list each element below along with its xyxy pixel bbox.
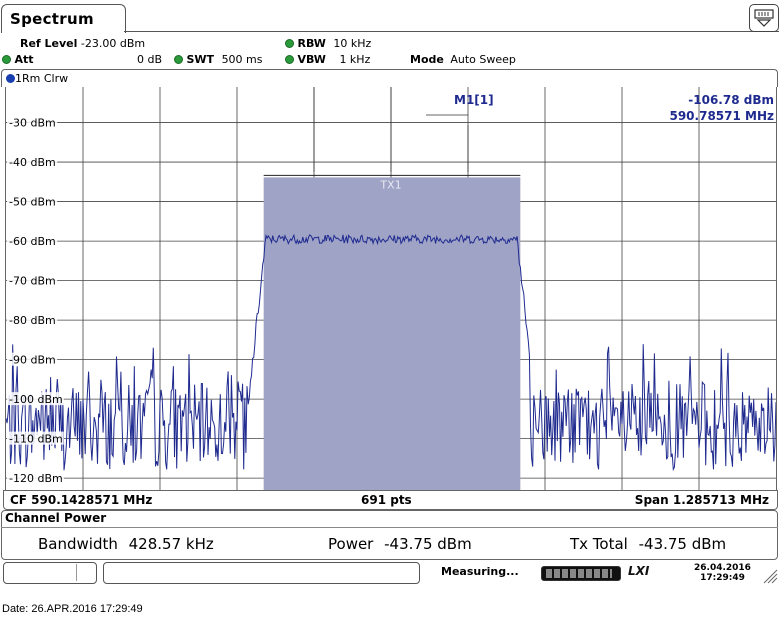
- att-value: 0 dB: [137, 53, 163, 66]
- y-tick-label: -40 dBm: [9, 156, 56, 170]
- power-value: -43.75 dBm: [384, 535, 472, 553]
- att-coupled-icon: [2, 55, 11, 64]
- swt-value: 500 ms: [221, 53, 263, 66]
- power-label: Power: [328, 535, 374, 553]
- y-tick-label: -90 dBm: [9, 353, 56, 367]
- progress-bar: [541, 566, 621, 581]
- measuring-status: Measuring...: [441, 565, 519, 578]
- y-tick-label: -50 dBm: [9, 195, 56, 209]
- txtotal-row: [570, 535, 726, 553]
- y-tick-label: -110 dBm: [9, 432, 63, 446]
- vbw-value: 1 kHz: [339, 53, 371, 66]
- progress-fill: [546, 569, 612, 578]
- y-tick-label: -60 dBm: [9, 235, 56, 249]
- marker-level: -106.78 dBm: [688, 93, 774, 107]
- ref-level-label: Ref Level: [20, 37, 78, 50]
- channel-power-title: Channel Power: [5, 511, 107, 525]
- channel-label: TX1: [380, 178, 402, 192]
- status-field-2[interactable]: [103, 562, 420, 584]
- att-label: Att: [14, 53, 34, 66]
- bandwidth-row: [38, 535, 214, 553]
- spectrum-chart-svg: [6, 87, 776, 490]
- rbw-value: 10 kHz: [333, 37, 372, 50]
- mode-label: Mode: [410, 53, 444, 66]
- status-datetime: [694, 563, 751, 583]
- marker-freq: 590.78571 MHz: [669, 109, 774, 123]
- spectrum-tab[interactable]: [1, 4, 126, 33]
- swt-setting: [174, 53, 263, 66]
- sweep-points: 691 pts: [361, 493, 412, 507]
- rbw-coupled-icon: [285, 39, 294, 48]
- ref-level-value: -23.00 dBm: [80, 37, 146, 50]
- vbw-label: VBW: [297, 53, 326, 66]
- span: Span 1.285713 MHz: [634, 493, 769, 507]
- trace-header: [1, 69, 778, 87]
- status-field-1[interactable]: [3, 562, 97, 584]
- power-row: [328, 535, 472, 553]
- menu-icon: [754, 9, 774, 27]
- resize-grip-icon[interactable]: [760, 566, 778, 584]
- y-tick-label: -70 dBm: [9, 274, 56, 288]
- txtotal-value: -43.75 dBm: [638, 535, 727, 553]
- txtotal-label: Tx Total: [570, 535, 628, 553]
- marker-name: M1[1]: [454, 93, 494, 107]
- rbw-label: RBW: [297, 37, 326, 50]
- status-time: 17:29:49: [700, 573, 745, 583]
- spectrum-plot[interactable]: [5, 87, 777, 490]
- trace-label: 1Rm Clrw: [15, 72, 69, 85]
- channel-bar: [264, 177, 521, 490]
- mode-value: Auto Sweep: [450, 53, 516, 66]
- lxi-logo: LXI: [628, 564, 650, 578]
- plot-footer: [3, 490, 778, 510]
- swt-coupled-icon: [174, 55, 183, 64]
- y-tick-label: -30 dBm: [9, 116, 56, 130]
- menu-button[interactable]: [749, 4, 779, 32]
- y-tick-label: -120 dBm: [9, 472, 63, 486]
- y-tick-label: -100 dBm: [9, 393, 63, 407]
- spectrum-tab-label: Spectrum: [10, 10, 94, 28]
- marker-lines: [314, 87, 468, 172]
- printout-date: Date: 26.APR.2016 17:29:49: [2, 603, 143, 615]
- status-date: 26.04.2016: [694, 563, 751, 573]
- tab-underline: [124, 31, 779, 32]
- swt-label: SWT: [186, 53, 215, 66]
- center-frequency: CF 590.1428571 MHz: [10, 493, 153, 507]
- ref-level-setting: [20, 37, 145, 50]
- y-tick-label: -80 dBm: [9, 314, 56, 328]
- rbw-setting: [285, 37, 371, 50]
- att-setting: [2, 53, 34, 66]
- vbw-coupled-icon: [285, 55, 294, 64]
- trace-dot-icon: [6, 74, 15, 83]
- vbw-setting: [285, 53, 370, 66]
- trace-label-wrap: [6, 72, 68, 85]
- status-field-1-divider: [76, 564, 77, 581]
- bandwidth-label: Bandwidth: [38, 535, 118, 553]
- channel-power-divider: [1, 527, 778, 528]
- bandwidth-value: 428.57 kHz: [128, 535, 214, 553]
- mode-setting: [410, 53, 516, 66]
